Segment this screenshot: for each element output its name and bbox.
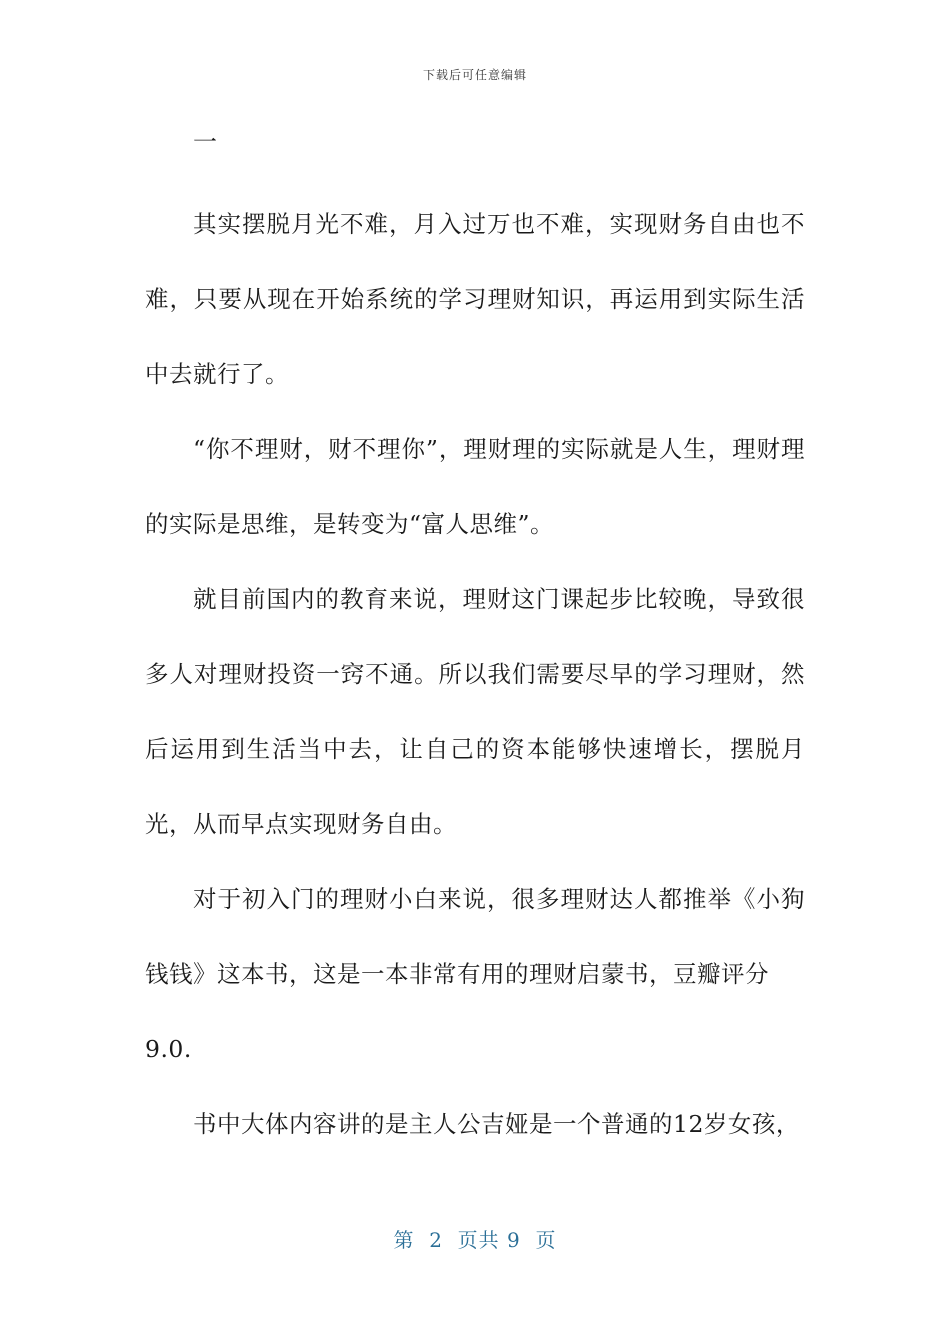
paragraph-3: 就目前国内的教育来说，理财这门课起步比较晚，导致很多人对理财投资一窍不通。所以我们需要尽早的学习理财，然后运用到生活当中去，让自己的资本能够快速增长，摆脱月光，从而早点实现财务自由。 [145, 585, 805, 838]
paragraph-4-continuation: 9.0. [145, 1035, 192, 1063]
page-header-note: 下载后可任意编辑 [422, 68, 527, 82]
document-body [145, 187, 805, 1162]
paragraph-1: 其实摆脱月光不难，月入过万也不难，实现财务自由也不难，只要从现在开始系统的学习理财知识，再运用到实际生活中去就行了。 [145, 210, 805, 388]
page-number-footer: 第 2 页共 9 页 [393, 1228, 557, 1252]
section-dash: 一 [193, 128, 217, 156]
paragraph-2: “你不理财，财不理你”，理财理的实际就是人生，理财理的实际是思维，是转变为“富人思维”。 [145, 435, 805, 538]
paragraph-4: 对于初入门的理财小白来说，很多理财达人都推举《小狗钱钱》这本书，这是一本非常有用的理财启蒙书，豆瓣评分 [145, 885, 805, 988]
paragraph-5: 书中大体内容讲的是主人公吉娅是一个普通的12岁女孩， [193, 1110, 800, 1138]
